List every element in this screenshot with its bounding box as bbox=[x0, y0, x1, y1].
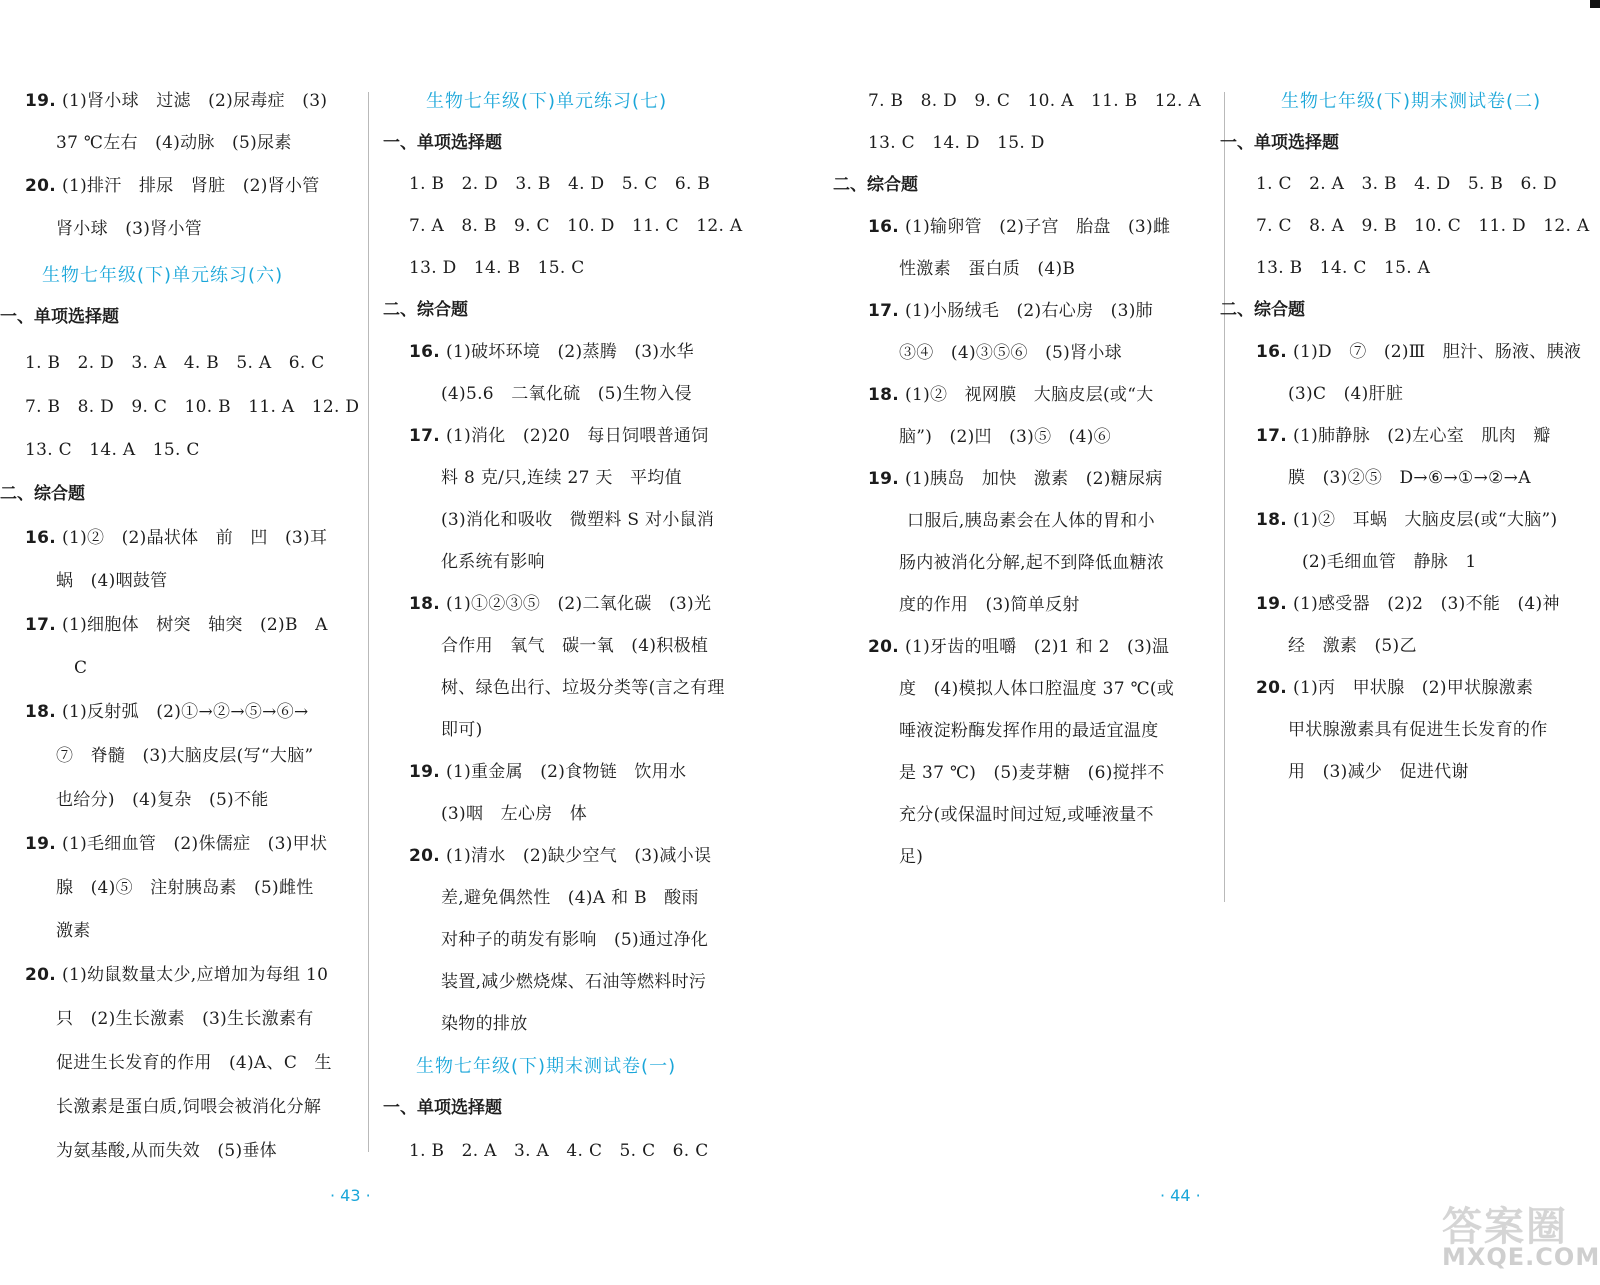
section-title: 生物七年级(下)期末测试卷(二) bbox=[1281, 91, 1542, 112]
answer-line: 19. (1)肾小球 过滤 (2)尿毒症 (3) bbox=[25, 91, 328, 111]
answer-line: 料 8 克/只,连续 27 天 平均值 bbox=[441, 468, 682, 488]
heading-single-choice: 一、单项选择题 bbox=[383, 133, 502, 153]
answer-line: 染物的排放 bbox=[441, 1014, 528, 1034]
answer-line: 腺 (4)⑤ 注射胰岛素 (5)雌性 bbox=[56, 878, 314, 898]
answer-line: 20. (1)丙 甲状腺 (2)甲状腺激素 bbox=[1256, 678, 1534, 698]
answer-line: 也给分) (4)复杂 (5)不能 bbox=[56, 790, 269, 810]
answer-line: (4)5.6 二氧化硫 (5)生物入侵 bbox=[441, 384, 692, 404]
section-title: 生物七年级(下)期末测试卷(一) bbox=[416, 1056, 677, 1077]
answer-line: 18. (1)② 耳蜗 大脑皮层(或“大脑”) bbox=[1256, 510, 1558, 530]
answer-line: 促进生长发育的作用 (4)A、C 生 bbox=[56, 1053, 332, 1073]
answer-line: 度的作用 (3)简单反射 bbox=[899, 595, 1080, 615]
answer-line: ⑦ 脊髓 (3)大脑皮层(写“大脑” bbox=[56, 746, 314, 766]
mc-answers: 13. C 14. D 15. D bbox=[868, 133, 1045, 153]
answer-line: C bbox=[74, 658, 88, 678]
mc-answers: 7. A 8. B 9. C 10. D 11. C 12. A bbox=[409, 216, 743, 236]
answer-line: 唾液淀粉酶发挥作用的最适宜温度 bbox=[899, 721, 1159, 741]
answer-line: (3)咽 左心房 体 bbox=[441, 804, 588, 824]
answer-line: 树、绿色出行、垃圾分类等(言之有理 bbox=[441, 678, 725, 698]
answer-line: 19. (1)感受器 (2)2 (3)不能 (4)神 bbox=[1256, 594, 1560, 614]
corner-mark bbox=[1590, 0, 1600, 8]
page-number: · 44 · bbox=[1160, 1186, 1201, 1205]
mc-answers: 7. B 8. D 9. C 10. B 11. A 12. D bbox=[25, 397, 360, 417]
mc-answers: 13. C 14. A 15. C bbox=[25, 440, 200, 460]
column-divider bbox=[368, 92, 369, 1152]
answer-line: 18. (1)② 视网膜 大脑皮层(或“大 bbox=[868, 385, 1154, 405]
mc-answers: 1. B 2. D 3. B 4. D 5. C 6. B bbox=[409, 174, 711, 194]
mc-answers: 1. B 2. A 3. A 4. C 5. C 6. C bbox=[409, 1141, 709, 1161]
answer-line: 18. (1)①②③⑤ (2)二氧化碳 (3)光 bbox=[409, 594, 712, 614]
answer-line: 16. (1)破坏环境 (2)蒸腾 (3)水华 bbox=[409, 342, 694, 362]
mc-answers: 1. B 2. D 3. A 4. B 5. A 6. C bbox=[25, 353, 325, 373]
answer-line: 16. (1)② (2)晶状体 前 凹 (3)耳 bbox=[25, 528, 328, 548]
answer-line: 肠内被消化分解,起不到降低血糖浓 bbox=[899, 553, 1165, 573]
heading-single-choice: 一、单项选择题 bbox=[1220, 133, 1339, 153]
answer-line: 20. (1)排汗 排尿 肾脏 (2)肾小管 bbox=[25, 176, 320, 196]
section-title: 生物七年级(下)单元练习(七) bbox=[426, 91, 668, 112]
answer-line: 充分(或保温时间过短,或唾液量不 bbox=[899, 805, 1154, 825]
answer-line: 17. (1)细胞体 树突 轴突 (2)B A bbox=[25, 615, 328, 635]
section-title: 生物七年级(下)单元练习(六) bbox=[42, 265, 284, 286]
heading-comprehensive: 二、综合题 bbox=[1220, 300, 1305, 320]
heading-comprehensive: 二、综合题 bbox=[833, 175, 918, 195]
answer-line: 差,避免偶然性 (4)A 和 B 酸雨 bbox=[441, 888, 699, 908]
answer-line: 20. (1)幼鼠数量太少,应增加为每组 10 bbox=[25, 965, 329, 985]
answer-line: ③④ (4)③⑤⑥ (5)肾小球 bbox=[899, 343, 1122, 363]
answer-line: 17. (1)小肠绒毛 (2)右心房 (3)肺 bbox=[868, 301, 1153, 321]
answer-line: 性激素 蛋白质 (4)B bbox=[899, 259, 1076, 279]
answer-line: 长激素是蛋白质,饲喂会被消化分解 bbox=[56, 1097, 322, 1117]
answer-line: (2)毛细血管 静脉 1 bbox=[1302, 552, 1477, 572]
mc-answers: 13. B 14. C 15. A bbox=[1256, 258, 1431, 278]
watermark-logo: 答案圈 MXQE.COM bbox=[1442, 1204, 1600, 1271]
answer-line: 对种子的萌发有影响 (5)通过净化 bbox=[441, 930, 709, 950]
heading-single-choice: 一、单项选择题 bbox=[383, 1098, 502, 1118]
answer-line: 即可) bbox=[441, 720, 483, 740]
answer-line: 甲状腺激素具有促进生长发育的作 bbox=[1288, 720, 1548, 740]
page-number: · 43 · bbox=[330, 1186, 371, 1205]
mc-answers: 7. B 8. D 9. C 10. A 11. B 12. A bbox=[868, 91, 1201, 111]
answer-line: 口服后,胰岛素会在人体的胃和小 bbox=[907, 511, 1155, 531]
column-divider bbox=[1224, 92, 1225, 902]
answer-line: 度 (4)模拟人体口腔温度 37 ℃(或 bbox=[899, 679, 1175, 699]
answer-line: 蜗 (4)咽鼓管 bbox=[56, 571, 168, 591]
answer-line: 17. (1)肺静脉 (2)左心室 肌肉 瓣 bbox=[1256, 426, 1551, 446]
answer-line: (3)C (4)肝脏 bbox=[1288, 384, 1404, 404]
heading-comprehensive: 二、综合题 bbox=[383, 300, 468, 320]
answer-line: 17. (1)消化 (2)20 每日饲喂普通饲 bbox=[409, 426, 709, 446]
mc-answers: 7. C 8. A 9. B 10. C 11. D 12. A bbox=[1256, 216, 1590, 236]
mc-answers: 13. D 14. B 15. C bbox=[409, 258, 585, 278]
answer-line: 装置,减少燃烧煤、石油等燃料时污 bbox=[441, 972, 707, 992]
answer-line: 足) bbox=[899, 847, 924, 867]
answer-line: 合作用 氧气 碳一氧 (4)积极植 bbox=[441, 636, 709, 656]
answer-line: 18. (1)反射弧 (2)①→②→⑤→⑥→ bbox=[25, 702, 309, 722]
answer-line: 19. (1)胰岛 加快 激素 (2)糖尿病 bbox=[868, 469, 1163, 489]
answer-line: 经 激素 (5)乙 bbox=[1288, 636, 1417, 656]
answer-line: 肾小球 (3)肾小管 bbox=[56, 219, 203, 239]
mc-answers: 1. C 2. A 3. B 4. D 5. B 6. D bbox=[1256, 174, 1557, 194]
answer-line: 为氨基酸,从而失效 (5)垂体 bbox=[56, 1141, 277, 1161]
answer-line: 脑”) (2)凹 (3)⑤ (4)⑥ bbox=[899, 427, 1111, 447]
answer-line: 是 37 ℃) (5)麦芽糖 (6)搅拌不 bbox=[899, 763, 1165, 783]
answer-line: 化系统有影响 bbox=[441, 552, 545, 572]
answer-line: (3)消化和吸收 微塑料 S 对小鼠消 bbox=[441, 510, 715, 530]
answer-line: 37 ℃左右 (4)动脉 (5)尿素 bbox=[56, 133, 292, 153]
answer-line: 19. (1)重金属 (2)食物链 饮用水 bbox=[409, 762, 687, 782]
answer-line: 膜 (3)②⑤ D→⑥→①→②→A bbox=[1288, 468, 1531, 488]
answer-line: 19. (1)毛细血管 (2)侏儒症 (3)甲状 bbox=[25, 834, 328, 854]
answer-line: 16. (1)D ⑦ (2)Ⅲ 胆汁、肠液、胰液 bbox=[1256, 342, 1582, 362]
heading-single-choice: 一、单项选择题 bbox=[0, 307, 119, 327]
answer-line: 激素 bbox=[56, 921, 91, 941]
heading-comprehensive: 二、综合题 bbox=[0, 484, 85, 504]
answer-line: 用 (3)减少 促进代谢 bbox=[1288, 762, 1469, 782]
answer-line: 只 (2)生长激素 (3)生长激素有 bbox=[56, 1009, 314, 1029]
answer-line: 16. (1)输卵管 (2)子宫 胎盘 (3)雌 bbox=[868, 217, 1171, 237]
answer-line: 20. (1)牙齿的咀嚼 (2)1 和 2 (3)温 bbox=[868, 637, 1170, 657]
answer-line: 20. (1)清水 (2)缺少空气 (3)减小误 bbox=[409, 846, 712, 866]
